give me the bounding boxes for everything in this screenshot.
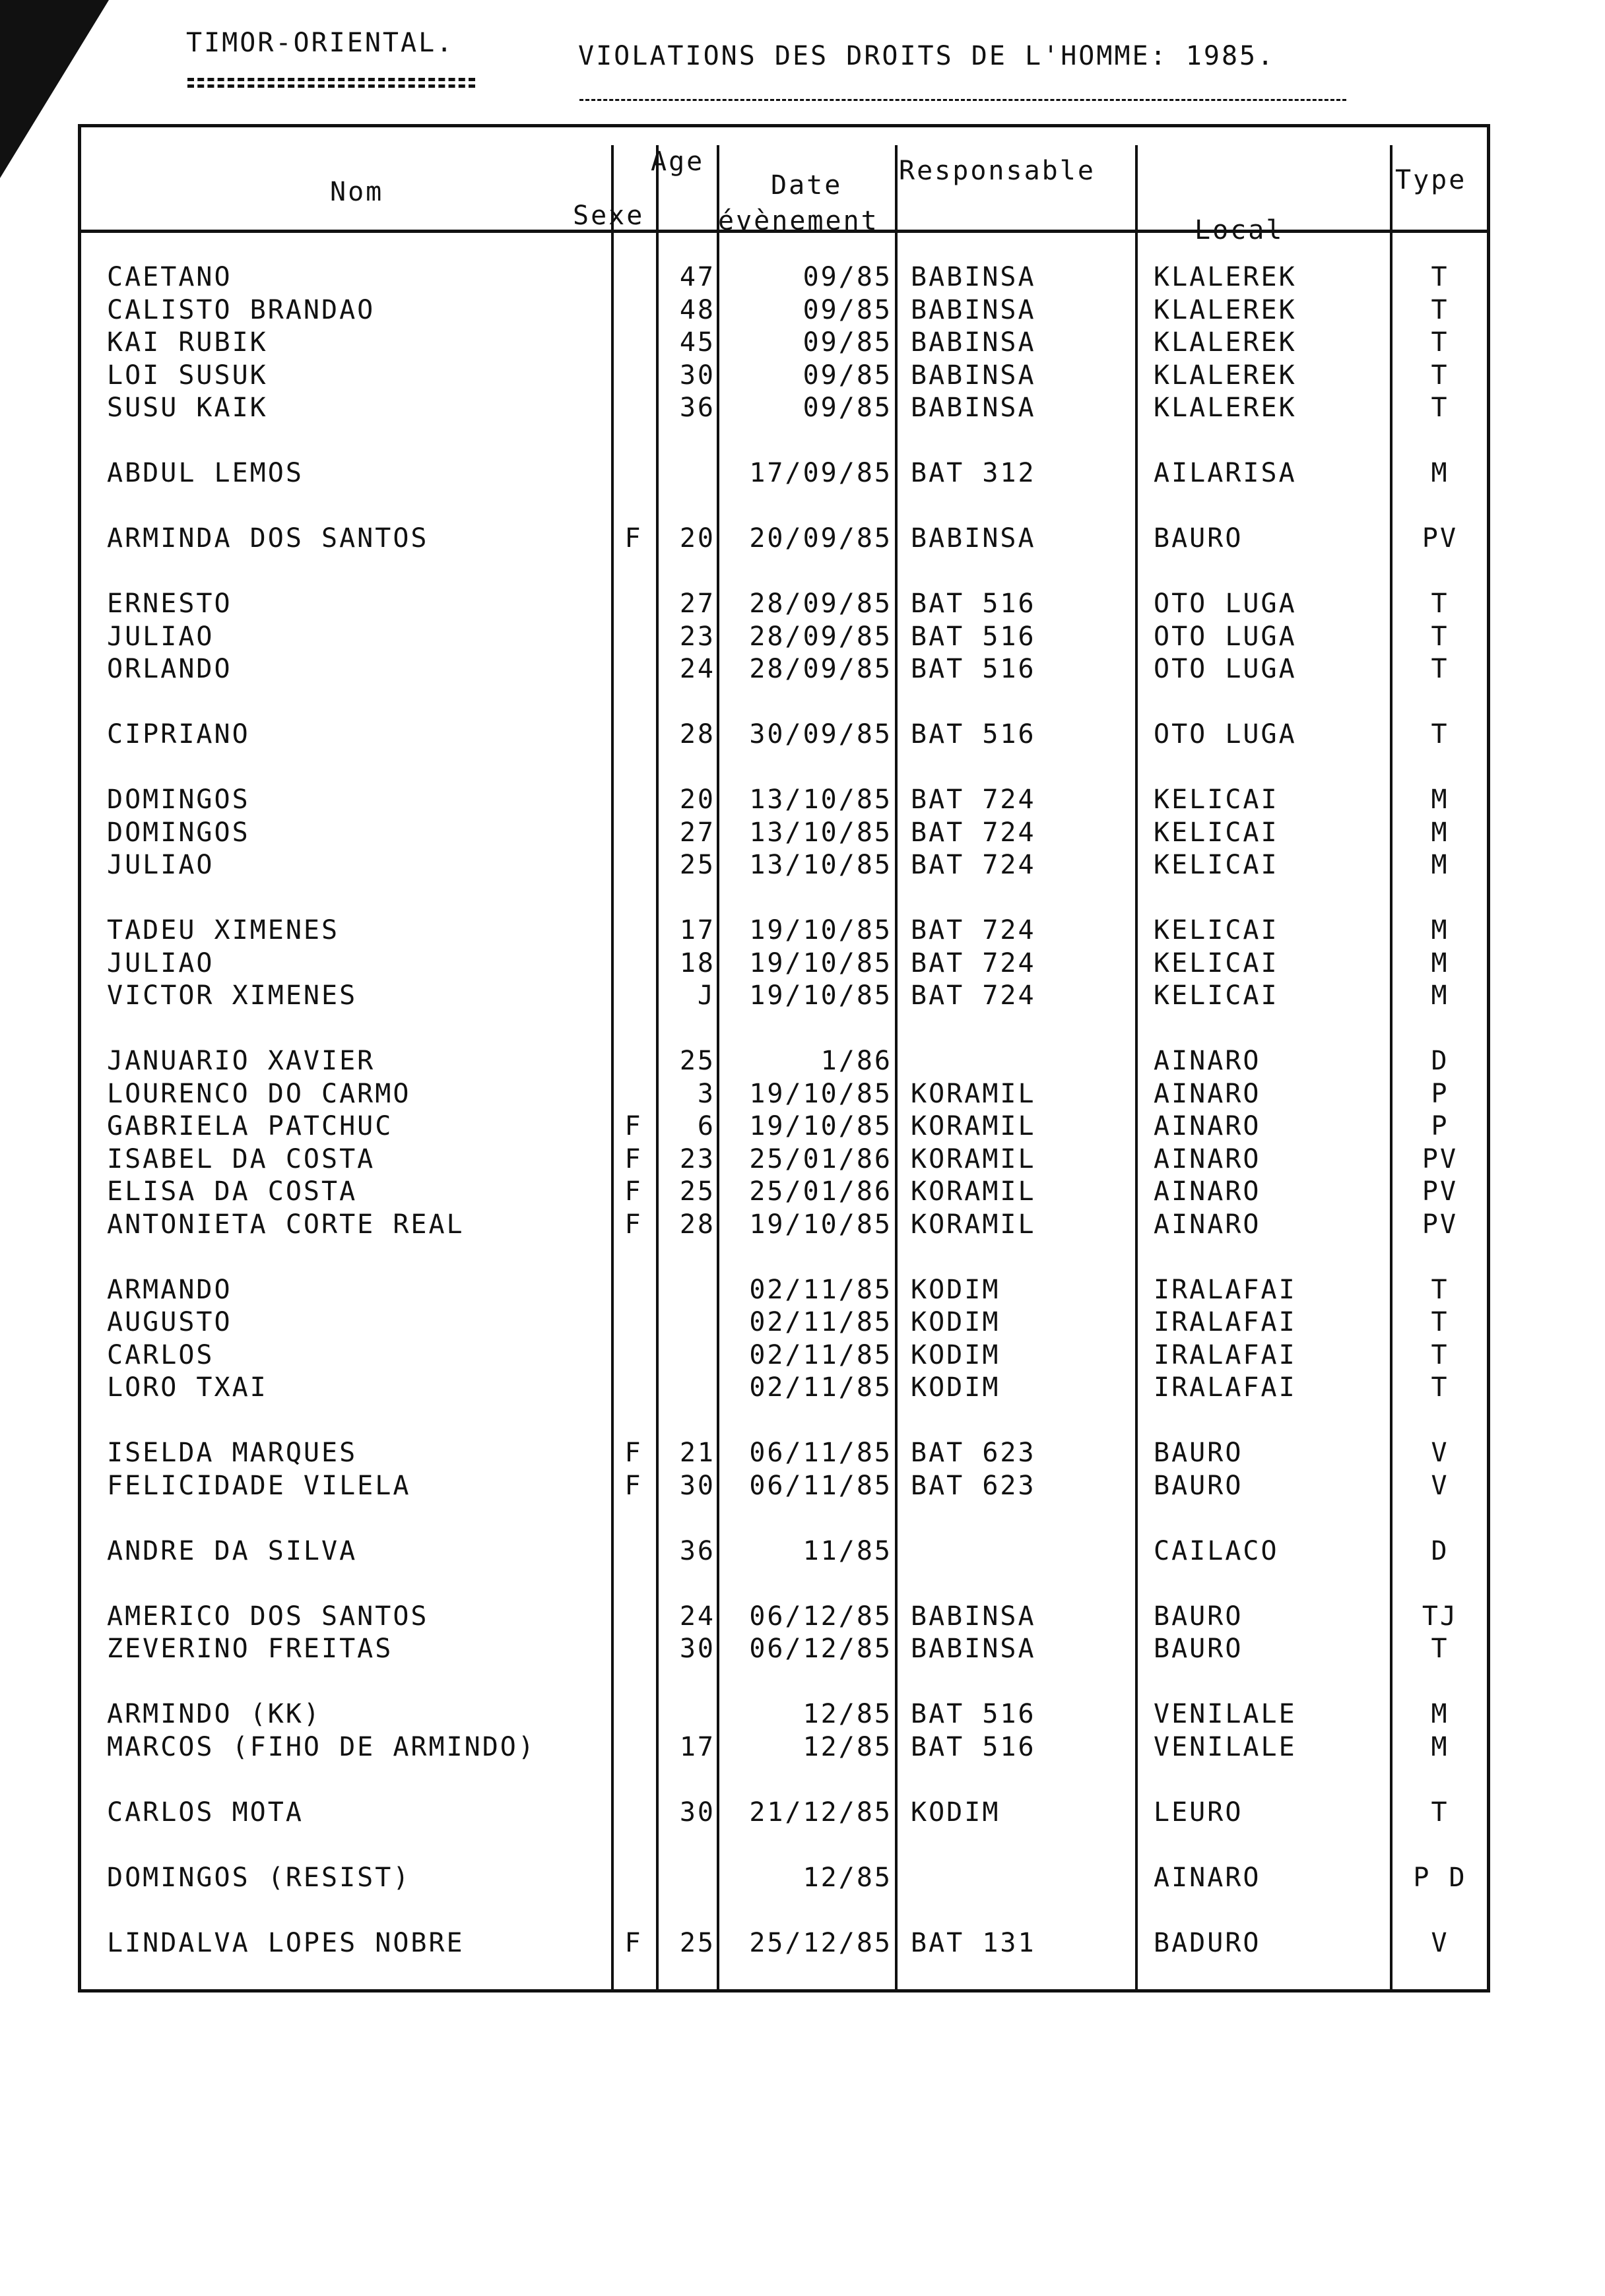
cell-local: BAURO [1154,1634,1243,1664]
cell-date: 06/11/85 [749,1471,892,1501]
cell-type: M [1431,458,1449,488]
cell-nom: ELISA DA COSTA [107,1176,358,1207]
cell-responsable: KODIM [911,1307,1000,1337]
cell-age: 23 [679,622,715,652]
cell-age: 36 [679,1536,715,1566]
cell-type: PV [1422,1176,1458,1207]
doc-title-left: TIMOR-ORIENTAL. [186,28,455,58]
cell-nom: DOMINGOS [107,817,250,848]
cell-date: 30/09/85 [749,719,892,749]
cell-responsable: BAT 724 [911,915,1036,945]
cell-responsable: BABINSA [911,1634,1036,1664]
cell-nom: ABDUL LEMOS [107,458,304,488]
cell-age: 25 [679,1046,715,1076]
cell-local: KLALEREK [1154,327,1297,358]
cell-type: T [1431,393,1449,423]
col-header-date-2: évènement [718,206,879,236]
cell-age: 17 [679,915,715,945]
cell-local: AINARO [1154,1863,1261,1893]
cell-date: 11/85 [802,1536,892,1566]
cell-date: 09/85 [802,295,892,325]
cell-date: 13/10/85 [749,850,892,880]
title-left-underline-2 [187,84,475,88]
cell-type: T [1431,654,1449,684]
cell-age: 24 [679,1601,715,1632]
cell-type: V [1431,1438,1449,1468]
cell-type: T [1431,1340,1449,1370]
cell-type: M [1431,817,1449,848]
cell-type: TJ [1422,1601,1458,1632]
cell-local: AILARISA [1154,458,1297,488]
cell-sexe: F [624,1471,643,1501]
cell-local: CAILACO [1154,1536,1279,1566]
cell-type: V [1431,1928,1449,1958]
cell-responsable: BABINSA [911,1601,1036,1632]
cell-type: M [1431,980,1449,1011]
cell-age: 23 [679,1144,715,1174]
col-line-resp [895,145,898,1991]
cell-age: 47 [679,262,715,292]
cell-date: 25/12/85 [749,1928,892,1958]
cell-age: 3 [697,1079,715,1109]
cell-type: V [1431,1471,1449,1501]
cell-type: D [1431,1536,1449,1566]
cell-local: BADURO [1154,1928,1261,1958]
cell-responsable: BAT 724 [911,784,1036,815]
cell-type: M [1431,1732,1449,1762]
cell-nom: ANDRE DA SILVA [107,1536,358,1566]
title-left-underline [187,78,475,81]
cell-date: 12/85 [802,1863,892,1893]
cell-age: 45 [679,327,715,358]
cell-type: T [1431,360,1449,391]
cell-date: 25/01/86 [749,1176,892,1207]
cell-age: 27 [679,589,715,619]
cell-type: T [1431,1634,1449,1664]
cell-nom: ORLANDO [107,654,232,684]
cell-local: KELICAI [1154,980,1279,1011]
cell-responsable: KORAMIL [911,1111,1036,1141]
cell-type: M [1431,784,1449,815]
cell-age: 30 [679,1797,715,1828]
cell-date: 12/85 [802,1732,892,1762]
cell-local: KELICAI [1154,817,1279,848]
cell-date: 19/10/85 [749,980,892,1011]
cell-sexe: F [624,1176,643,1207]
cell-type: M [1431,1699,1449,1729]
cell-responsable: BAT 724 [911,850,1036,880]
cell-date: 02/11/85 [749,1275,892,1305]
cell-nom: CALISTO BRANDAO [107,295,376,325]
cell-responsable: KORAMIL [911,1144,1036,1174]
cell-responsable: BAT 724 [911,817,1036,848]
cell-type: T [1431,1307,1449,1337]
cell-date: 09/85 [802,327,892,358]
col-header-nom: Nom [330,177,384,207]
cell-nom: MARCOS (FIHO DE ARMINDO) [107,1732,536,1762]
cell-nom: VICTOR XIMENES [107,980,358,1011]
cell-type: D [1431,1046,1449,1076]
cell-type: PV [1422,1144,1458,1174]
cell-nom: LOI SUSUK [107,360,268,391]
cell-responsable: BABINSA [911,327,1036,358]
cell-date: 09/85 [802,262,892,292]
cell-date: 19/10/85 [749,1079,892,1109]
cell-date: 25/01/86 [749,1144,892,1174]
cell-nom: SUSU KAIK [107,393,268,423]
cell-date: 20/09/85 [749,523,892,554]
cell-date: 13/10/85 [749,784,892,815]
cell-date: 28/09/85 [749,654,892,684]
cell-nom: AMERICO DOS SANTOS [107,1601,429,1632]
cell-responsable: BAT 516 [911,1732,1036,1762]
cell-type: T [1431,327,1449,358]
cell-local: BAURO [1154,1601,1243,1632]
cell-nom: LINDALVA LOPES NOBRE [107,1928,465,1958]
cell-type: P D [1413,1863,1467,1893]
cell-type: P [1431,1111,1449,1141]
cell-age: 25 [679,1928,715,1958]
cell-responsable: BAT 312 [911,458,1036,488]
cell-local: IRALAFAI [1154,1307,1297,1337]
cell-age: 20 [679,523,715,554]
cell-local: AINARO [1154,1079,1261,1109]
cell-date: 28/09/85 [749,622,892,652]
col-line-sexe [611,145,614,1991]
cell-responsable: KODIM [911,1797,1000,1828]
cell-type: T [1431,589,1449,619]
cell-responsable: BAT 623 [911,1438,1036,1468]
cell-date: 13/10/85 [749,817,892,848]
col-header-local: Local [1195,215,1284,245]
cell-date: 17/09/85 [749,458,892,488]
cell-local: KELICAI [1154,948,1279,978]
cell-type: T [1431,719,1449,749]
cell-type: T [1431,1797,1449,1828]
cell-local: AINARO [1154,1046,1261,1076]
cell-date: 19/10/85 [749,1111,892,1141]
cell-nom: CARLOS [107,1340,214,1370]
cell-nom: ISELDA MARQUES [107,1438,358,1468]
cell-type: M [1431,850,1449,880]
cell-age: 30 [679,1471,715,1501]
cell-responsable: BAT 724 [911,948,1036,978]
cell-responsable: BABINSA [911,393,1036,423]
cell-nom: JANUARIO XAVIER [107,1046,376,1076]
cell-responsable: KODIM [911,1340,1000,1370]
cell-responsable: KORAMIL [911,1176,1036,1207]
col-header-sexe: Sexe [573,201,645,231]
cell-responsable: BABINSA [911,262,1036,292]
cell-nom: CARLOS MOTA [107,1797,304,1828]
cell-age: 17 [679,1732,715,1762]
cell-age: 28 [679,1209,715,1240]
cell-sexe: F [624,1928,643,1958]
cell-age: 20 [679,784,715,815]
cell-responsable: BAT 516 [911,589,1036,619]
cell-nom: LOURENCO DO CARMO [107,1079,411,1109]
cell-local: BAURO [1154,1471,1243,1501]
cell-local: VENILALE [1154,1732,1297,1762]
cell-date: 06/12/85 [749,1601,892,1632]
cell-type: T [1431,1372,1449,1403]
cell-date: 02/11/85 [749,1307,892,1337]
cell-local: OTO LUGA [1154,589,1297,619]
cell-local: BAURO [1154,523,1243,554]
cell-local: OTO LUGA [1154,622,1297,652]
cell-nom: AUGUSTO [107,1307,232,1337]
cell-responsable: BAT 724 [911,980,1036,1011]
col-header-age: Age [651,146,705,177]
cell-nom: DOMINGOS [107,784,250,815]
cell-date: 09/85 [802,393,892,423]
cell-sexe: F [624,1144,643,1174]
cell-local: OTO LUGA [1154,654,1297,684]
cell-sexe: F [624,1438,643,1468]
col-header-responsable: Responsable [899,156,1096,186]
cell-nom: KAI RUBIK [107,327,268,358]
cell-age: 25 [679,1176,715,1207]
cell-age: 21 [679,1438,715,1468]
cell-responsable: KODIM [911,1372,1000,1403]
cell-nom: ANTONIETA CORTE REAL [107,1209,465,1240]
cell-date: 28/09/85 [749,589,892,619]
cell-type: T [1431,295,1449,325]
cell-age: 18 [679,948,715,978]
cell-local: AINARO [1154,1111,1261,1141]
cell-local: AINARO [1154,1176,1261,1207]
cell-age: 24 [679,654,715,684]
cell-age: 30 [679,1634,715,1664]
cell-age: 48 [679,295,715,325]
cell-nom: LORO TXAI [107,1372,268,1403]
cell-age: 27 [679,817,715,848]
cell-nom: CIPRIANO [107,719,250,749]
cell-date: 06/12/85 [749,1634,892,1664]
cell-local: OTO LUGA [1154,719,1297,749]
cell-age: 30 [679,360,715,391]
cell-nom: DOMINGOS (RESIST) [107,1863,411,1893]
cell-local: KELICAI [1154,915,1279,945]
cell-date: 21/12/85 [749,1797,892,1828]
cell-age: 36 [679,393,715,423]
cell-date: 19/10/85 [749,948,892,978]
cell-date: 02/11/85 [749,1340,892,1370]
cell-nom: JULIAO [107,850,214,880]
cell-date: 1/86 [820,1046,892,1076]
cell-age: J [697,980,715,1011]
cell-type: T [1431,262,1449,292]
cell-local: KLALEREK [1154,295,1297,325]
cell-date: 19/10/85 [749,1209,892,1240]
cell-date: 06/11/85 [749,1438,892,1468]
cell-date: 09/85 [802,360,892,391]
cell-age: 28 [679,719,715,749]
cell-nom: CAETANO [107,262,232,292]
col-line-local [1135,145,1138,1991]
col-line-type [1390,145,1392,1991]
cell-local: IRALAFAI [1154,1372,1297,1403]
cell-nom: TADEU XIMENES [107,915,340,945]
cell-age: 25 [679,850,715,880]
cell-responsable: BAT 516 [911,654,1036,684]
cell-sexe: F [624,1209,643,1240]
cell-nom: JULIAO [107,948,214,978]
cell-local: AINARO [1154,1209,1261,1240]
cell-type: PV [1422,1209,1458,1240]
cell-responsable: BABINSA [911,360,1036,391]
cell-local: KELICAI [1154,850,1279,880]
cell-local: IRALAFAI [1154,1340,1297,1370]
cell-nom: ISABEL DA COSTA [107,1144,376,1174]
col-header-date-1: Date [771,170,843,201]
cell-nom: JULIAO [107,622,214,652]
cell-type: M [1431,915,1449,945]
cell-local: BAURO [1154,1438,1243,1468]
cell-date: 12/85 [802,1699,892,1729]
cell-type: P [1431,1079,1449,1109]
cell-nom: ARMINDO (KK) [107,1699,321,1729]
doc-title-right: VIOLATIONS DES DROITS DE L'HOMME: 1985. [578,41,1276,71]
cell-responsable: BABINSA [911,523,1036,554]
cell-date: 19/10/85 [749,915,892,945]
title-right-underline [579,99,1346,101]
cell-type: T [1431,622,1449,652]
cell-responsable: BAT 516 [911,719,1036,749]
cell-local: KLALEREK [1154,262,1297,292]
cell-responsable: KORAMIL [911,1209,1036,1240]
cell-local: IRALAFAI [1154,1275,1297,1305]
cell-responsable: BAT 516 [911,1699,1036,1729]
cell-local: KLALEREK [1154,393,1297,423]
cell-type: T [1431,1275,1449,1305]
cell-date: 02/11/85 [749,1372,892,1403]
cell-nom: GABRIELA PATCHUC [107,1111,393,1141]
cell-local: KLALEREK [1154,360,1297,391]
cell-sexe: F [624,523,643,554]
cell-responsable: BAT 516 [911,622,1036,652]
cell-responsable: BAT 131 [911,1928,1036,1958]
cell-local: VENILALE [1154,1699,1297,1729]
cell-type: PV [1422,523,1458,554]
cell-local: LEURO [1154,1797,1243,1828]
cell-responsable: KODIM [911,1275,1000,1305]
cell-nom: ERNESTO [107,589,232,619]
cell-sexe: F [624,1111,643,1141]
col-header-type: Type [1395,165,1467,195]
cell-type: M [1431,948,1449,978]
cell-responsable: BAT 623 [911,1471,1036,1501]
cell-responsable: KORAMIL [911,1079,1036,1109]
cell-nom: ARMANDO [107,1275,232,1305]
cell-local: AINARO [1154,1144,1261,1174]
cell-nom: ARMINDA DOS SANTOS [107,523,429,554]
cell-responsable: BABINSA [911,295,1036,325]
cell-local: KELICAI [1154,784,1279,815]
cell-nom: ZEVERINO FREITAS [107,1634,393,1664]
cell-age: 6 [697,1111,715,1141]
cell-nom: FELICIDADE VILELA [107,1471,411,1501]
